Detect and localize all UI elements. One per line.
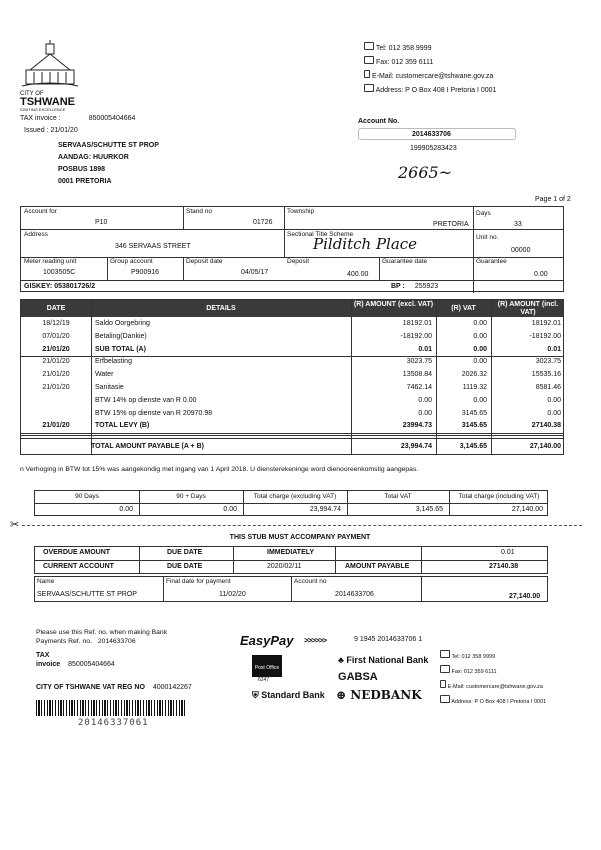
envelope-icon (364, 84, 374, 92)
fnb-logo: ♣ First National Bank (338, 655, 429, 665)
cell-excl: 18192.01 (402, 320, 432, 327)
cell-vat: 3145.65 (461, 422, 487, 430)
final-date-value: 11/02/20 (219, 591, 246, 598)
cell-vat: 3145.65 (461, 409, 487, 417)
group-account-value: P900916 (131, 269, 160, 276)
envelope-icon (440, 695, 450, 703)
phone-icon (364, 42, 374, 50)
table-row (21, 370, 563, 383)
total-payable-excl: 23,994.74 (400, 443, 432, 450)
cell-desc: Saldo Oorgebring (95, 320, 150, 327)
vat-note: n Verhoging in BTW tot 15% was aangekondig met ingang van 1 April 2018. U diensterekeninge word dienooreenkomstig aangepas. (20, 466, 419, 473)
page-number: Page 1 of 2 (535, 196, 571, 203)
unit-no-value: 00000 (511, 247, 531, 254)
shield-icon: ⛨ (252, 690, 259, 700)
address-value: 346 SERVAAS STREET (115, 243, 191, 250)
easypay-arrows: >>>>>> (304, 636, 327, 645)
overdue-due-date: IMMEDIATELY (267, 549, 315, 556)
cell-excl: -18192.00 (400, 332, 432, 340)
cell-incl: -18192.00 (529, 332, 561, 340)
table-row (21, 332, 563, 345)
cell-date: 21/01/20 (42, 358, 70, 366)
amount-payable: 27140.38 (489, 563, 519, 570)
recipient-line: SERVAAS/SCHUTTE ST PROP (58, 142, 159, 149)
cell-excl: 0.00 (418, 409, 432, 417)
barcode-number: 20146337061 (78, 718, 149, 728)
cell-date: 07/01/20 (42, 332, 70, 340)
city-hall-icon (20, 40, 80, 88)
handwritten-number: 2665~ (398, 163, 453, 182)
phone-icon (440, 650, 450, 658)
cell-vat: 0.00 (473, 345, 487, 353)
account-details-grid: Account for P10 Stand no 01726 Township PRETORIA Days 33 Address 346 SERVAAS STREET Sectional Title Scheme Pilditch Place Unit no. 00000 Meter reading unit 1003505C Group account P900916 Deposit date 04/05/17 Deposit 400.00 Guarantee date Guarantee 0.00 GISKEY: 053801726/2 BP : 255923 (20, 206, 564, 292)
cell-vat: 0.00 (473, 320, 487, 327)
cell-desc: SUB TOTAL (A) (95, 345, 146, 353)
aging-90-plus-days: 0.00 (223, 506, 237, 513)
days-value: 33 (514, 221, 522, 228)
easypay-number: 9 1945 2014633706 1 (354, 636, 423, 643)
total-payable-vat: 3,145.65 (459, 443, 487, 450)
guarantee-value: 0.00 (534, 271, 548, 278)
stub-name-row: Name SERVAAS/SCHUTTE ST PROP Final date for payment 11/02/20 Account no 2014633706 27,140.00 (34, 576, 548, 602)
fax-icon (364, 56, 374, 64)
table-row (21, 396, 563, 409)
fax-icon (440, 665, 450, 673)
bp-number: BP : 255923 (391, 283, 439, 290)
scissors-icon: ✂ (10, 519, 20, 531)
mobile-icon (364, 70, 370, 78)
cell-incl: 0.00 (547, 396, 561, 404)
stub-account-no: 2014633706 (335, 591, 374, 598)
cell-excl: 7462.14 (406, 383, 432, 391)
charges-table-header: DATE DETAILS (R) AMOUNT (excl. VAT) (R) VAT (R) AMOUNT (incl. VAT) (21, 300, 563, 317)
deposit-date-value: 04/05/17 (241, 269, 269, 276)
total-payable-row: TOTAL AMOUNT PAYABLE (A + B) 23,994.74 3,145.65 27,140.00 (91, 443, 561, 450)
tax-invoice-line: TAX invoice : 850005404664 (20, 115, 136, 122)
payment-reference: Please use this Ref. no. when making Bank Payments Ref. no. 2014633706 (36, 629, 168, 645)
cell-excl: 0.00 (418, 396, 432, 404)
cell-incl: 8581.46 (535, 383, 561, 391)
cell-date: 18/12/19 (42, 320, 70, 327)
cell-desc: BTW 15% op dienste van R 20970.98 (95, 409, 213, 417)
cell-desc: Betaling(Dankie) (95, 332, 147, 340)
issued-line: Issued : 21/01/20 (24, 127, 78, 134)
cell-date: 21/01/20 (42, 383, 70, 391)
cell-excl: 3023.75 (406, 358, 432, 366)
table-row (21, 319, 563, 332)
easypay-logo: EasyPay (240, 633, 294, 648)
aging-total-vat: 3,145.65 (415, 506, 443, 513)
aging-total-excl: 23,994.74 (309, 506, 341, 513)
cell-vat: 0.00 (473, 396, 487, 404)
cell-incl: 27140.38 (531, 422, 561, 430)
table-row (21, 421, 563, 434)
cell-incl: 18192.01 (531, 320, 561, 327)
charges-table (20, 299, 564, 455)
standard-bank-logo: ⛨ Standard Bank (252, 690, 325, 700)
footer-invoice: invoice 850005404664 (36, 661, 115, 668)
recipient-line: AANDAG: HUURKOR (58, 154, 129, 161)
deposit-value: 400.00 (347, 271, 369, 278)
stub-amount: 27,140.00 (509, 593, 541, 600)
cell-desc: BTW 14% op dienste van R 0.00 (95, 396, 197, 404)
stub-name-value: SERVAAS/SCHUTTE ST PROP (37, 591, 137, 598)
account-for-value: P10 (95, 219, 108, 226)
cell-vat: 1119.32 (462, 383, 487, 391)
recipient-address (58, 140, 159, 188)
absa-logo: GABSA (338, 671, 378, 683)
cell-incl: 3023.75 (535, 358, 561, 366)
table-row (21, 345, 563, 358)
cell-desc: Erfbelasting (95, 358, 132, 366)
absa-icon: G (338, 671, 347, 683)
table-row (21, 357, 563, 370)
nedbank-logo: ⊕ NEDBANK (336, 688, 422, 702)
cell-vat: 0.00 (473, 358, 487, 366)
stub-title: THIS STUB MUST ACCOMPANY PAYMENT (229, 534, 371, 541)
cell-vat: 2026.32 (461, 371, 487, 379)
cut-line (22, 525, 582, 526)
mobile-icon (440, 680, 446, 688)
giskey: GISKEY: 053801726/2 (24, 283, 96, 290)
cell-incl: 15535.16 (531, 371, 561, 379)
cell-desc: TOTAL LEVY (B) (95, 422, 150, 430)
sectional-title-handwritten: Pilditch Place (313, 235, 418, 253)
fnb-tree-icon: ♣ (338, 655, 344, 665)
cell-date: 21/01/20 (42, 371, 70, 379)
contact-block: Tel: 012 358 9999 Fax: 012 359 6111 E-Mail: customercare@tshwane.gov.za Address: P O Box 408 I Pretoria I 0001 (364, 42, 564, 98)
city-logo: CITY OF TSHWANE IGNITING EXCELLENCE (20, 40, 90, 108)
stand-no-value: 01726 (253, 219, 273, 226)
cell-date: 21/01/20 (42, 422, 70, 430)
meter-reading-value: 1003505C (43, 269, 76, 276)
account-no-value: 2014633706 (412, 131, 451, 138)
cell-desc: Sanitasie (95, 383, 124, 391)
post-office-logo: Post Office (252, 655, 282, 677)
total-payable-incl: 27,140.00 (529, 443, 561, 450)
aging-90-days: 0.00 (119, 506, 133, 513)
cell-excl: 23994.73 (402, 422, 432, 430)
cell-excl: 13508.84 (402, 371, 432, 379)
table-row (21, 409, 563, 422)
table-row (21, 383, 563, 396)
aging-total-incl: 27,140.00 (511, 506, 543, 513)
current-due-date: 2020/02/11 (267, 563, 302, 570)
cell-incl: 0.00 (547, 409, 561, 417)
barcode (36, 700, 186, 716)
cell-excl: 0.01 (418, 345, 432, 353)
cell-desc: Water (95, 371, 114, 379)
nedbank-icon: ⊕ (336, 688, 347, 702)
cell-date: 21/01/20 (42, 345, 70, 353)
cell-incl: 0.01 (547, 345, 561, 353)
recipient-line: 0001 PRETORIA (58, 178, 112, 185)
footer-contact-block: Tel: 012 358 9999 Fax: 012 359 6111 E-Mail: customercare@tshwane.gov.za Address: P O Box 408 I Pretoria I 0001 (440, 650, 590, 710)
township-value: PRETORIA (433, 221, 469, 228)
account-no-secondary: 199905283423 (410, 145, 457, 152)
account-no-label: Account No. (358, 118, 400, 125)
aging-table: 90 Days 90 + Days Total charge (excluding VAT) Total VAT Total charge (including VAT) 0.00 0.00 23,994.74 3,145.65 27,140.00 (34, 490, 548, 516)
overdue-amount: 0.01 (501, 549, 515, 556)
vat-reg: CITY OF TSHWANE VAT REG NO 4000142267 (36, 684, 192, 691)
recipient-line: POSBUS 1898 (58, 166, 106, 173)
stub-table: OVERDUE AMOUNT DUE DATE IMMEDIATELY 0.01 CURRENT ACCOUNT DUE DATE 2020/02/11 AMOUNT PAYABLE 27140.38 (34, 546, 548, 574)
cell-vat: 0.00 (473, 332, 487, 340)
